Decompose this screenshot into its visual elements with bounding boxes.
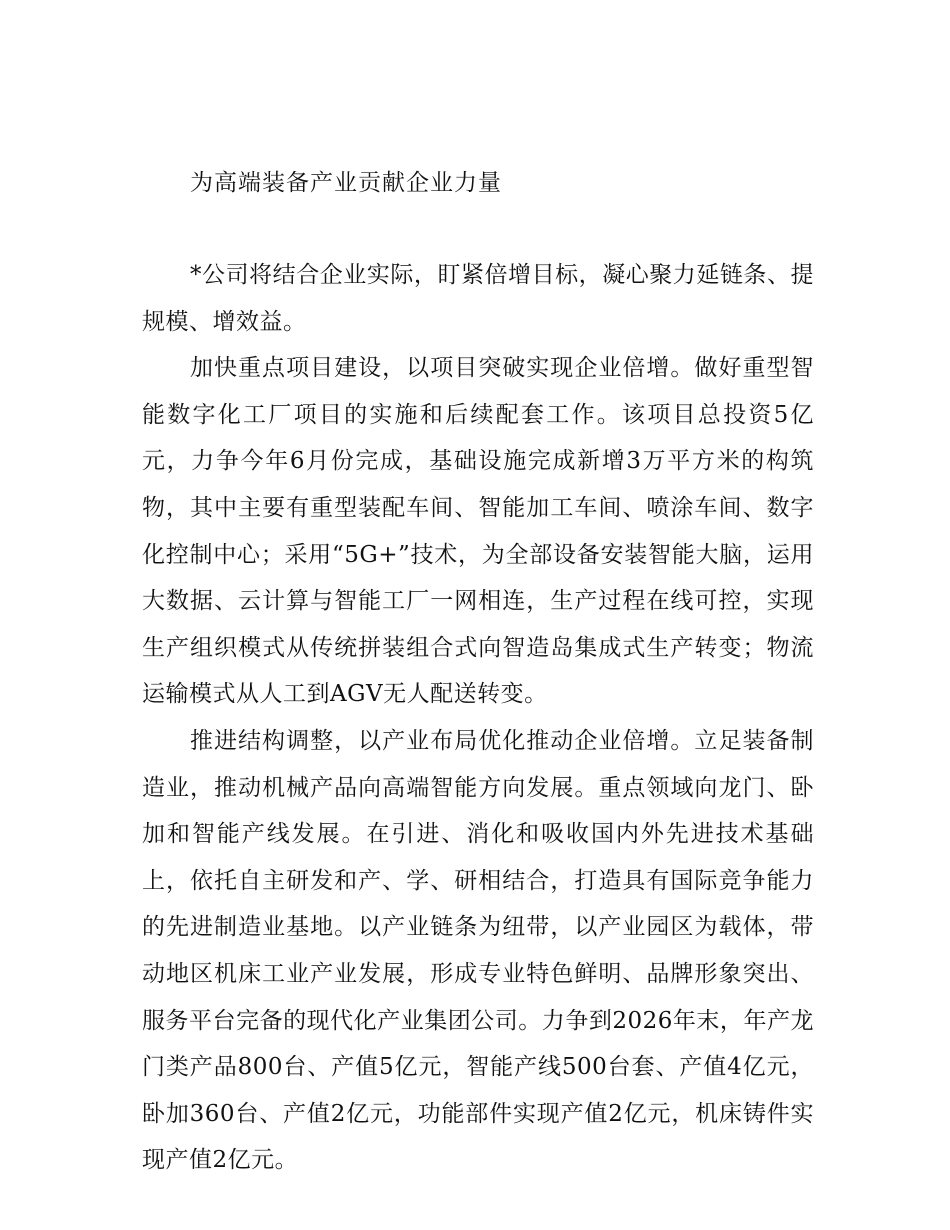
paragraph-key-projects: 加快重点项目建设，以项目突破实现企业倍增。做好重型智能数字化工厂项目的实施和后续配套工作。该项目总投资5亿元，力争今年6月份完成，基础设施完成新增3万平方米的构筑物，其中主要有重型装配车间、智能加工车间、喷涂车间、数字化控制中心；采用“5G+”技术，为全部设备安装智能大脑，运用大数据、云计算与智能工厂一网相连，生产过程在线可控，实现生产组织模式从传统拼装组合式向智造岛集成式生产转变；物流运输模式从人工到AGV无人配送转变。 [142, 355, 814, 708]
paragraph-intro: *公司将结合企业实际，盯紧倍增目标，凝心聚力延链条、提规模、增效益。 [142, 262, 814, 335]
document-title: 为高端装备产业贡献企业力量 [190, 170, 502, 196]
document-page [142, 160, 814, 1184]
blank-line [142, 206, 814, 252]
paragraph-structural-adjustment: 推进结构调整，以产业布局优化推动企业倍增。立足装备制造业，推动机械产品向高端智能方向发展。重点领域向龙门、卧加和智能产线发展。在引进、消化和吸收国内外先进技术基础上，依托自主研发和产、学、研相结合，打造具有国际竞争能力的先进制造业基地。以产业链条为纽带，以产业园区为载体，带动地区机床工业产业发展，形成专业特色鲜明、品牌形象突出、服务平台完备的现代化产业集团公司。力争到2026年末，年产龙门类产品800台、产值5亿元，智能产线500台套、产值4亿元，卧加360台、产值2亿元，功能部件实现产值2亿元，机床铸件实现产值2亿元。 [142, 727, 814, 1174]
